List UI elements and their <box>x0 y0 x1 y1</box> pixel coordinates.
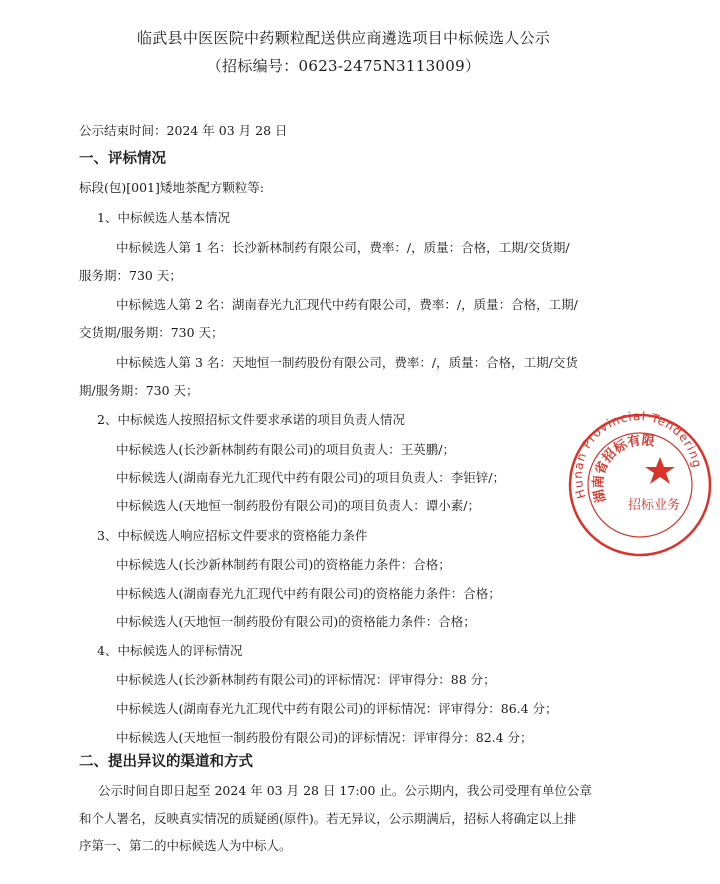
score-line: 中标候选人(天地恒一制药股份有限公司)的评标情况：评审得分：82.4 分； <box>116 730 533 745</box>
candidate-3-line-1: 中标候选人第 3 名：天地恒一制药股份有限公司，费率：/，质量：合格，工期/交货 <box>116 355 578 370</box>
objection-paragraph-line-1: 公示时间自即日起至 2024 年 03 月 28 日 17:00 止。公示期内，我公司受理有单位公章 <box>98 783 592 798</box>
candidate-1-line-2: 服务期：730 天； <box>79 268 182 283</box>
candidate-1-line-1: 中标候选人第 1 名：长沙新林制药有限公司，费率：/，质量：合格，工期/交货期/ <box>116 240 570 255</box>
qualification-line: 中标候选人(天地恒一制药股份有限公司)的资格能力条件：合格； <box>116 614 476 629</box>
announcement-end-time: 公示结束时间：2024 年 03 月 28 日 <box>79 123 288 138</box>
candidate-2-line-2: 交货期/服务期：730 天； <box>79 325 224 340</box>
document-title: 临武县中医医院中药颗粒配送供应商遴选项目中标候选人公示 <box>136 29 551 47</box>
score-line: 中标候选人(湖南春光九汇现代中药有限公司)的评标情况：评审得分：86.4 分； <box>116 701 558 716</box>
project-leader-line: 中标候选人(湖南春光九汇现代中药有限公司)的项目负责人：李钜锌/； <box>116 470 505 485</box>
project-leader-line: 中标候选人(长沙新林制药有限公司)的项目负责人：王英鹏/； <box>116 442 455 457</box>
candidate-2-line-1: 中标候选人第 2 名：湖南春光九汇现代中药有限公司，费率：/，质量：合格，工期/ <box>116 297 578 312</box>
subheading-evaluation-result: 4、中标候选人的评标情况 <box>97 643 243 658</box>
official-seal-stamp <box>560 405 720 565</box>
lot-line: 标段(包)[001]矮地茶配方颗粒等: <box>79 180 265 195</box>
subheading-project-leader: 2、中标候选人按照招标文件要求承诺的项目负责人情况 <box>97 412 405 427</box>
subheading-basic-info: 1、中标候选人基本情况 <box>97 210 230 225</box>
score-line: 中标候选人(长沙新林制药有限公司)的评标情况：评审得分：88 分； <box>116 672 496 687</box>
project-leader-line: 中标候选人(天地恒一制药股份有限公司)的项目负责人：谭小素/； <box>116 498 480 513</box>
qualification-line: 中标候选人(湖南春光九汇现代中药有限公司)的资格能力条件：合格； <box>116 586 501 601</box>
candidate-3-line-2: 期/服务期：730 天； <box>79 383 199 398</box>
seal-inner-text: 湖南省招标有限 <box>591 433 656 505</box>
seal-bottom-text: 招标业务 <box>628 498 681 513</box>
seal-outer-text: Hunan Provincial Tendering <box>570 409 705 501</box>
subheading-qualification: 3、中标候选人响应招标文件要求的资格能力条件 <box>97 528 368 543</box>
tender-number: （招标编号：0623-2475N3113009） <box>206 57 481 75</box>
section-heading-objection: 二、提出异议的渠道和方式 <box>79 754 253 770</box>
section-heading-evaluation: 一、评标情况 <box>79 151 166 167</box>
objection-paragraph-line-2: 和个人署名，反映真实情况的质疑函(原件)。若无异议，公示期满后，招标人将确定以上排 <box>79 811 577 826</box>
qualification-line: 中标候选人(长沙新林制药有限公司)的资格能力条件：合格； <box>116 557 451 572</box>
seal-star-icon <box>645 457 675 484</box>
objection-paragraph-line-3: 序第一、第二的中标候选人为中标人。 <box>79 838 292 853</box>
